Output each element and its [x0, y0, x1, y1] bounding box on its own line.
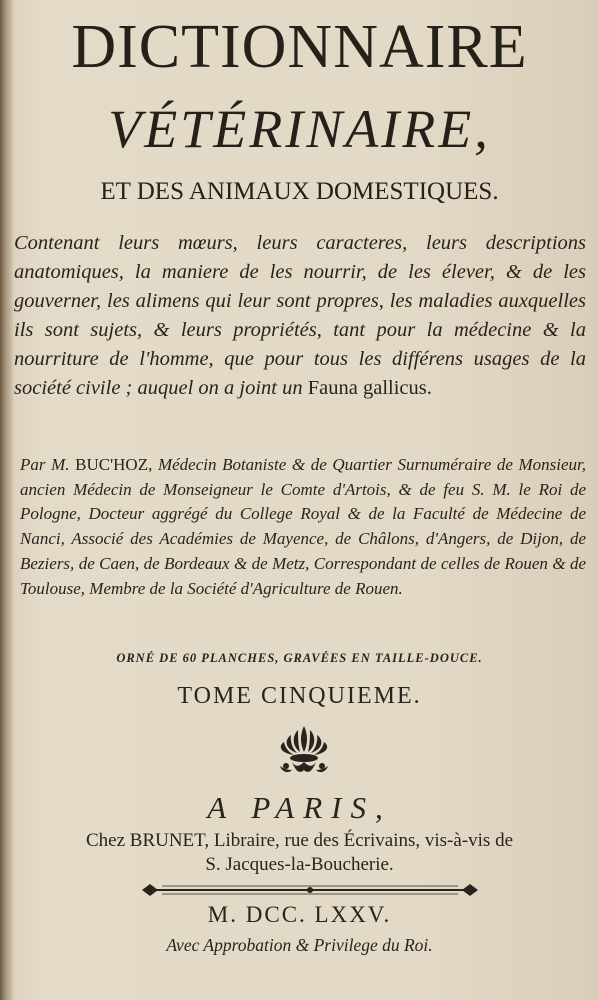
title-line-3: ET DES ANIMAUX DOMESTIQUES.	[100, 178, 499, 205]
volume-label: TOME CINQUIEME.	[177, 683, 422, 709]
description-text: Contenant leurs mœurs, leurs caracteres, leurs descriptions anatomiques, la maniere de les nourrir, de les élever, & de les gouverner, les alimens qui leur sont propres, les maladies auxquelles ils sont sujets, & leurs propriétés, tant pour la médecine & la nourriture de l'homme, que pour tous les différens usages de la société civile ; auquel on a joint un	[14, 232, 586, 399]
title-line-1: DICTIONNAIRE	[71, 13, 528, 81]
title-line-2: VÉTÉRINAIRE,	[108, 99, 491, 159]
decorative-rule-icon	[140, 880, 480, 900]
author-prefix: Par M.	[20, 455, 70, 474]
fauna-title: Fauna gallicus.	[307, 377, 432, 399]
city-line: A PARIS,	[207, 790, 392, 825]
fleuron-ornament-icon	[272, 722, 336, 778]
author-credentials: Médecin Botaniste & de Quartier Surnuméraire de Monsieur, ancien Médecin de Monseigneur le Comte d'Artois, & de feu S. M. le Roi de Pologne, Docteur aggrégé du College Royal & de la Faculté de Médecine de Nanci, Associé des Académies de Mayence, de Châlons, d'Angers, de Dijon, de Beziers, de Caen, de Bordeaux & de Metz, Correspondant de celles de Rouen & de Toulouse, Membre de la Société d'Agriculture de Rouen.	[20, 455, 587, 598]
author-paragraph	[20, 453, 586, 601]
description-paragraph	[14, 229, 586, 403]
approval-line: Avec Approbation & Privilege du Roi.	[166, 935, 433, 955]
publisher-line-2: S. Jacques-la-Boucherie.	[205, 854, 394, 875]
publisher-line-1: Chez BRUNET, Libraire, rue des Écrivains, vis-à-vis de	[85, 830, 514, 851]
plates-note: ORNÉ DE 60 PLANCHES, GRAVÉES EN TAILLE-DOUCE.	[116, 651, 483, 665]
author-name: BUC'HOZ,	[75, 455, 153, 474]
publication-year: M. DCC. LXXV.	[207, 902, 392, 927]
